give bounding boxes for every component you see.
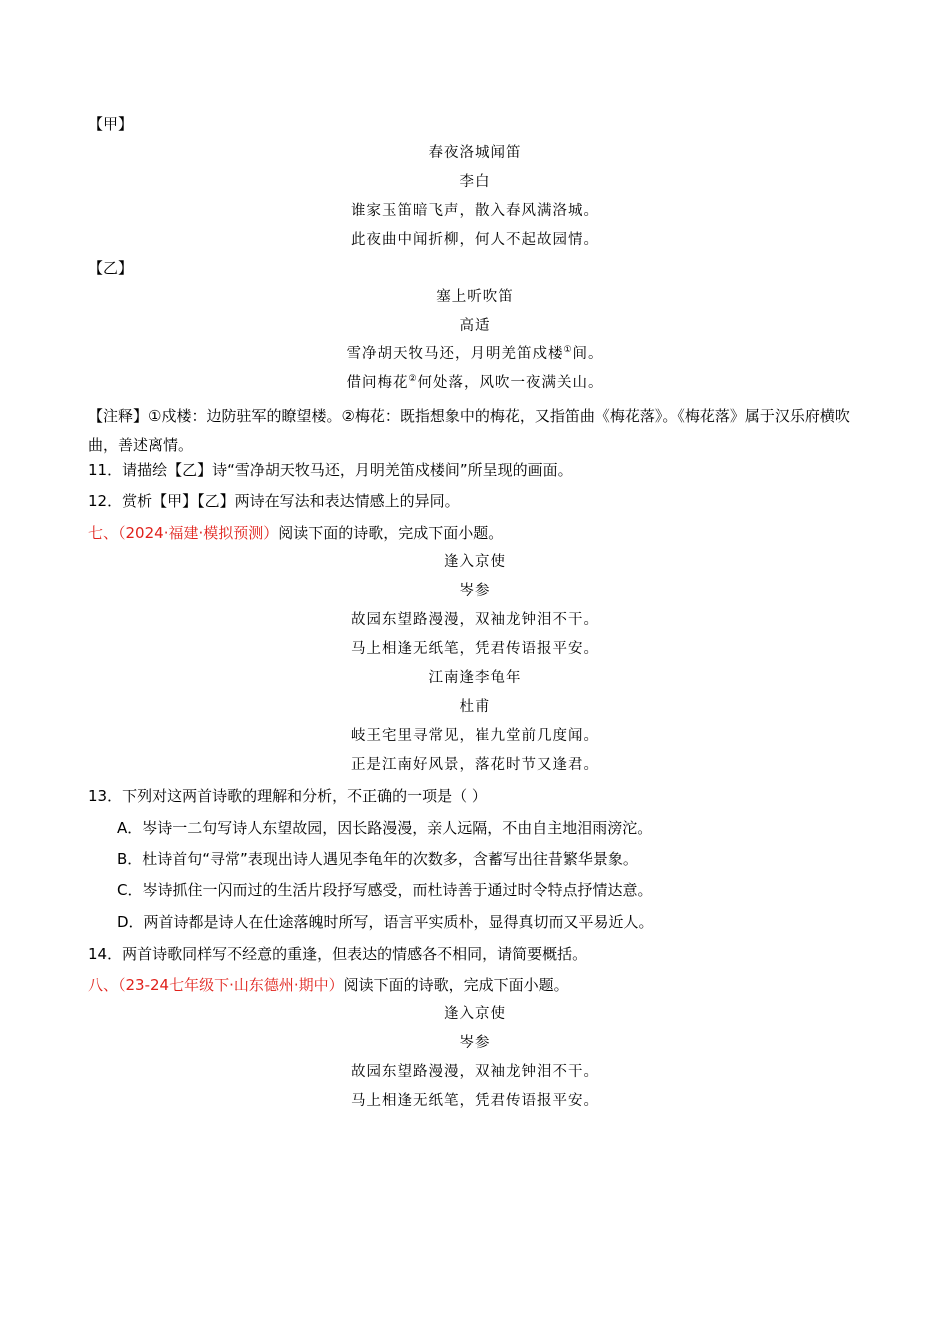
jia-poem-line: 此夜曲中闻折柳，何人不起故园情。: [351, 232, 599, 248]
yi-poem-author: 高适: [459, 318, 491, 334]
yi-label: 【乙】: [88, 259, 134, 277]
question-13-stem: 13．下列对这两首诗歌的理解和分析，不正确的一项是（ ）: [88, 787, 487, 805]
question-14: 14．两首诗歌同样写不经意的重逢，但表达的情感各不相同，请简要概括。: [88, 945, 588, 963]
yi-poem-title: 塞上听吹笛: [436, 289, 514, 305]
q13-option-c: C．岑诗抓住一闪而过的生活片段抒写感受，而杜诗善于通过时令特点抒情达意。: [117, 881, 653, 899]
section-7-source: （2024·福建·模拟预测）: [118, 524, 279, 542]
annotation-note: 【注释】①戍楼：边防驻军的瞭望楼。②梅花：既指想象中的梅花，又指笛曲《梅花落》。《梅花落》属于汉乐府横吹曲，善述离情。: [88, 407, 850, 454]
question-11: 11．请描绘【乙】诗“雪净胡天牧马还，月明羌笛戍楼间”所呈现的画面。: [88, 461, 573, 479]
sec8-poem-title: 逢入京使: [444, 1006, 506, 1022]
section-7-heading: 七、（2024·福建·模拟预测）阅读下面的诗歌，完成下面小题。: [88, 524, 504, 542]
footnote-marker: ②: [408, 374, 418, 384]
sec7-poem1-line: 马上相逢无纸笔，凭君传语报平安。: [351, 641, 599, 657]
sec7-poem1-title: 逢入京使: [444, 554, 506, 570]
sec8-poem-line: 故园东望路漫漫，双袖龙钟泪不干。: [351, 1064, 599, 1080]
jia-label: 【甲】: [88, 115, 134, 133]
sec7-poem2-line: 岐王宅里寻常见，崔九堂前几度闻。: [351, 728, 599, 744]
yi-poem-line: 雪净胡天牧马还，月明羌笛戍楼①间。: [346, 345, 604, 362]
sec7-poem2-title: 江南逢李龟年: [428, 670, 522, 686]
q13-option-b: B．杜诗首句“寻常”表现出诗人遇见李龟年的次数多，含蓄写出往昔繁华景象。: [117, 850, 638, 868]
q13-option-d: D．两首诗都是诗人在仕途落魄时所写，语言平实质朴，显得真切而又平易近人。: [117, 913, 654, 931]
jia-poem-author: 李白: [459, 174, 491, 190]
sec8-poem-author: 岑参: [459, 1035, 491, 1051]
sec7-poem1-author: 岑参: [459, 583, 491, 599]
question-12: 12．赏析【甲】【乙】两诗在写法和表达情感上的异同。: [88, 492, 460, 510]
section-8-heading: 八、（23-24七年级下·山东德州·期中）阅读下面的诗歌，完成下面小题。: [88, 976, 569, 994]
section-8-source: （23-24七年级下·山东德州·期中）: [118, 976, 344, 994]
yi-poem-line: 借问梅花②何处落，风吹一夜满关山。: [346, 374, 604, 391]
sec8-poem-line: 马上相逢无纸笔，凭君传语报平安。: [351, 1093, 599, 1109]
sec7-poem1-line: 故园东望路漫漫，双袖龙钟泪不干。: [351, 612, 599, 628]
jia-poem-title: 春夜洛城闻笛: [428, 145, 522, 161]
jia-poem-line: 谁家玉笛暗飞声，散入春风满洛城。: [351, 203, 599, 219]
sec7-poem2-line: 正是江南好风景，落花时节又逢君。: [351, 757, 599, 773]
footnote-marker: ①: [563, 345, 573, 355]
sec7-poem2-author: 杜甫: [459, 699, 491, 715]
q13-option-a: A．岑诗一二句写诗人东望故园，因长路漫漫，亲人远隔，不由自主地泪雨滂沱。: [117, 819, 653, 837]
